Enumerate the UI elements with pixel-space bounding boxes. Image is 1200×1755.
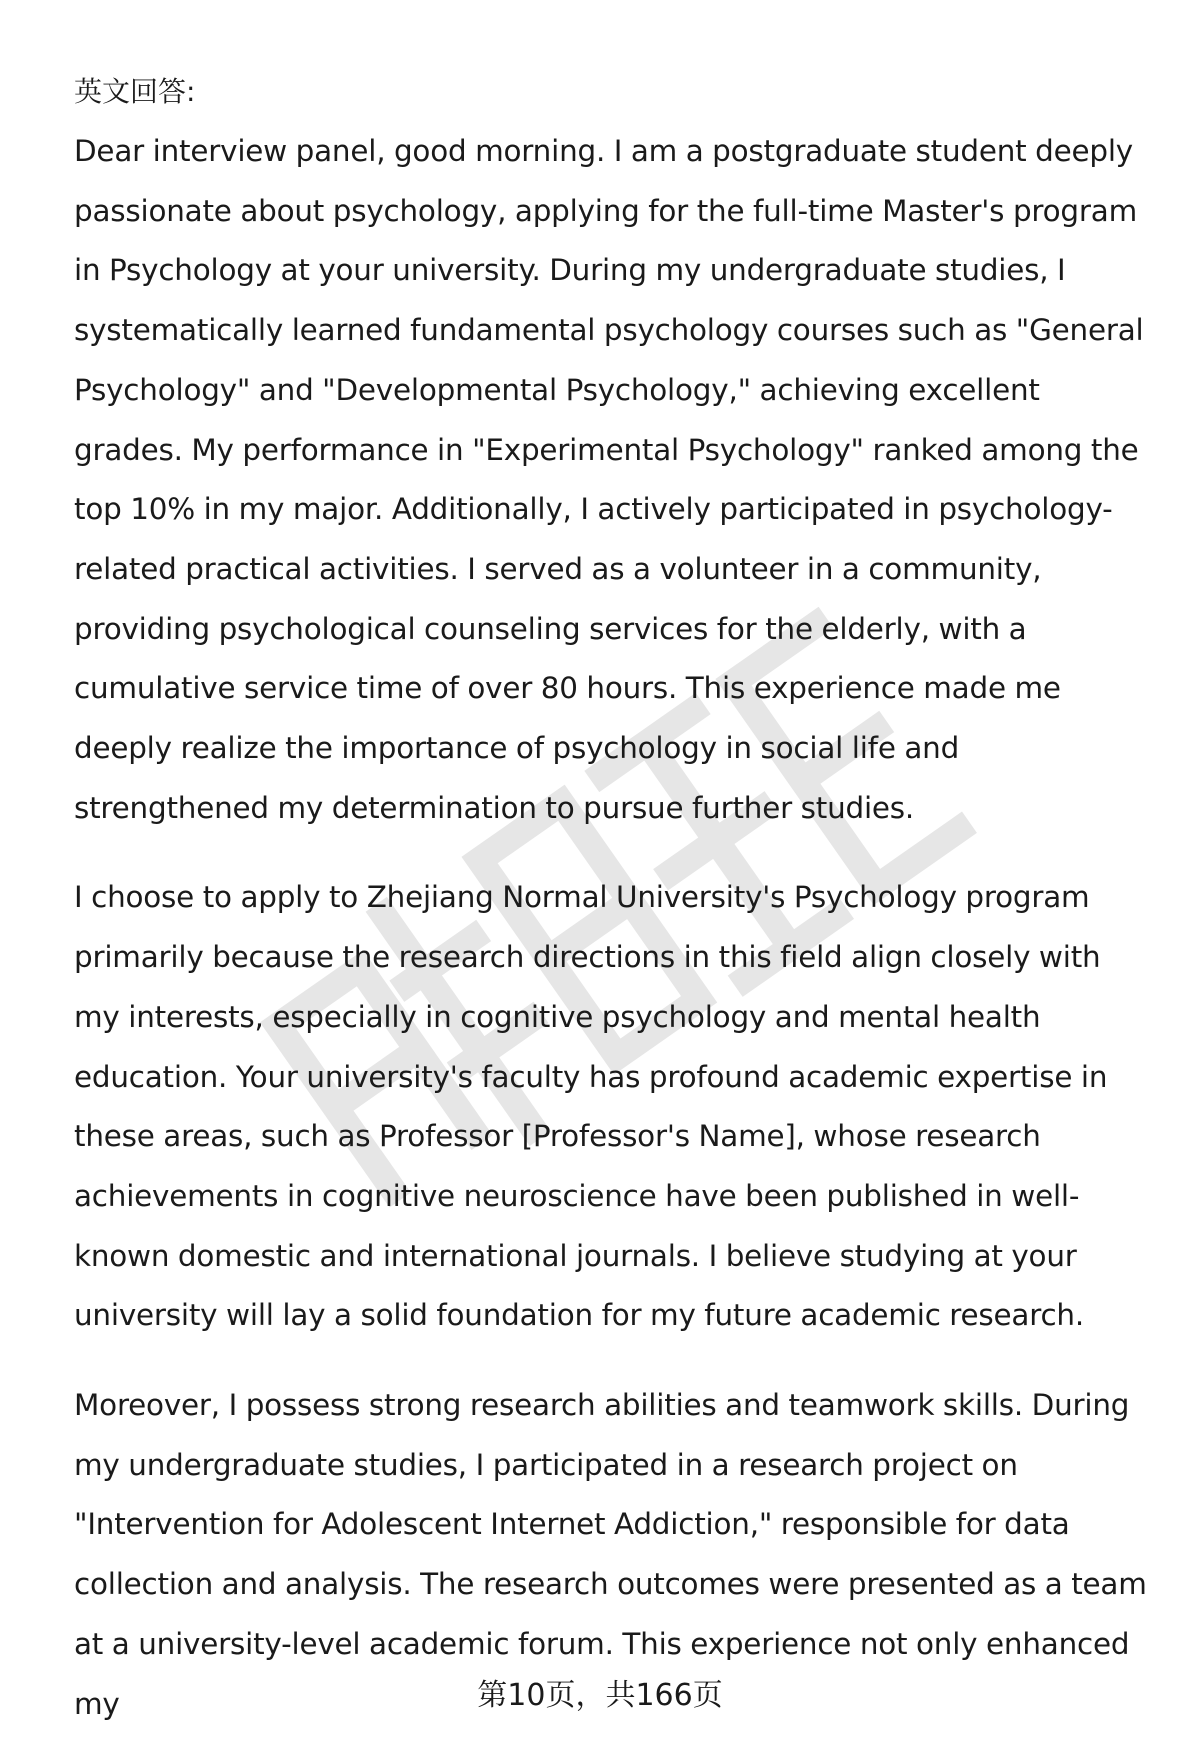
paragraph-3: Moreover, I possess strong research abilities and teamwork skills. During my undergraduate studies, I participated in a research project on "Intervention for Adolescent Internet Addiction," responsible for data collection and analysis. The research outcomes were presented as a team at a university-level academic forum. This experience not only enhanced my <box>74 1388 1147 1721</box>
page-number-footer: 第10页，共166页 <box>477 1678 723 1713</box>
paragraph-2: I choose to apply to Zhejiang Normal University's Psychology program primarily because the research directions in this field align closely with my interests, especially in cognitive psychology and mental health education. Your university's faculty has profound academic expertise in these areas, such as Professor [Professor's Name], whose research achievements in cognitive neuroscience have been published in well-known domestic and international journals. I believe studying at your university will lay a solid foundation for my future academic research. <box>74 880 1108 1333</box>
paragraph-1: Dear interview panel, good morning. I am a postgraduate student deeply passionate about psychology, applying for the full-time Master's program in Psychology at your university. During my undergraduate studies, I systematically learned fundamental psychology courses such as "General Psychology" and "Developmental Psychology," achieving excellent grades. My performance in "Experimental Psychology" ranked among the top 10% in my major. Additionally, I actively participated in psychology-related practical activities. I served as a volunteer in a community, providing psychological counseling services for the elderly, with a cumulative service time of over 80 hours. This experience made me deeply realize the importance of psychology in social life and strengthened my determination to pursue further studies. <box>74 134 1144 825</box>
document-body <box>74 62 1154 1734</box>
section-heading: 英文回答: <box>74 75 196 108</box>
